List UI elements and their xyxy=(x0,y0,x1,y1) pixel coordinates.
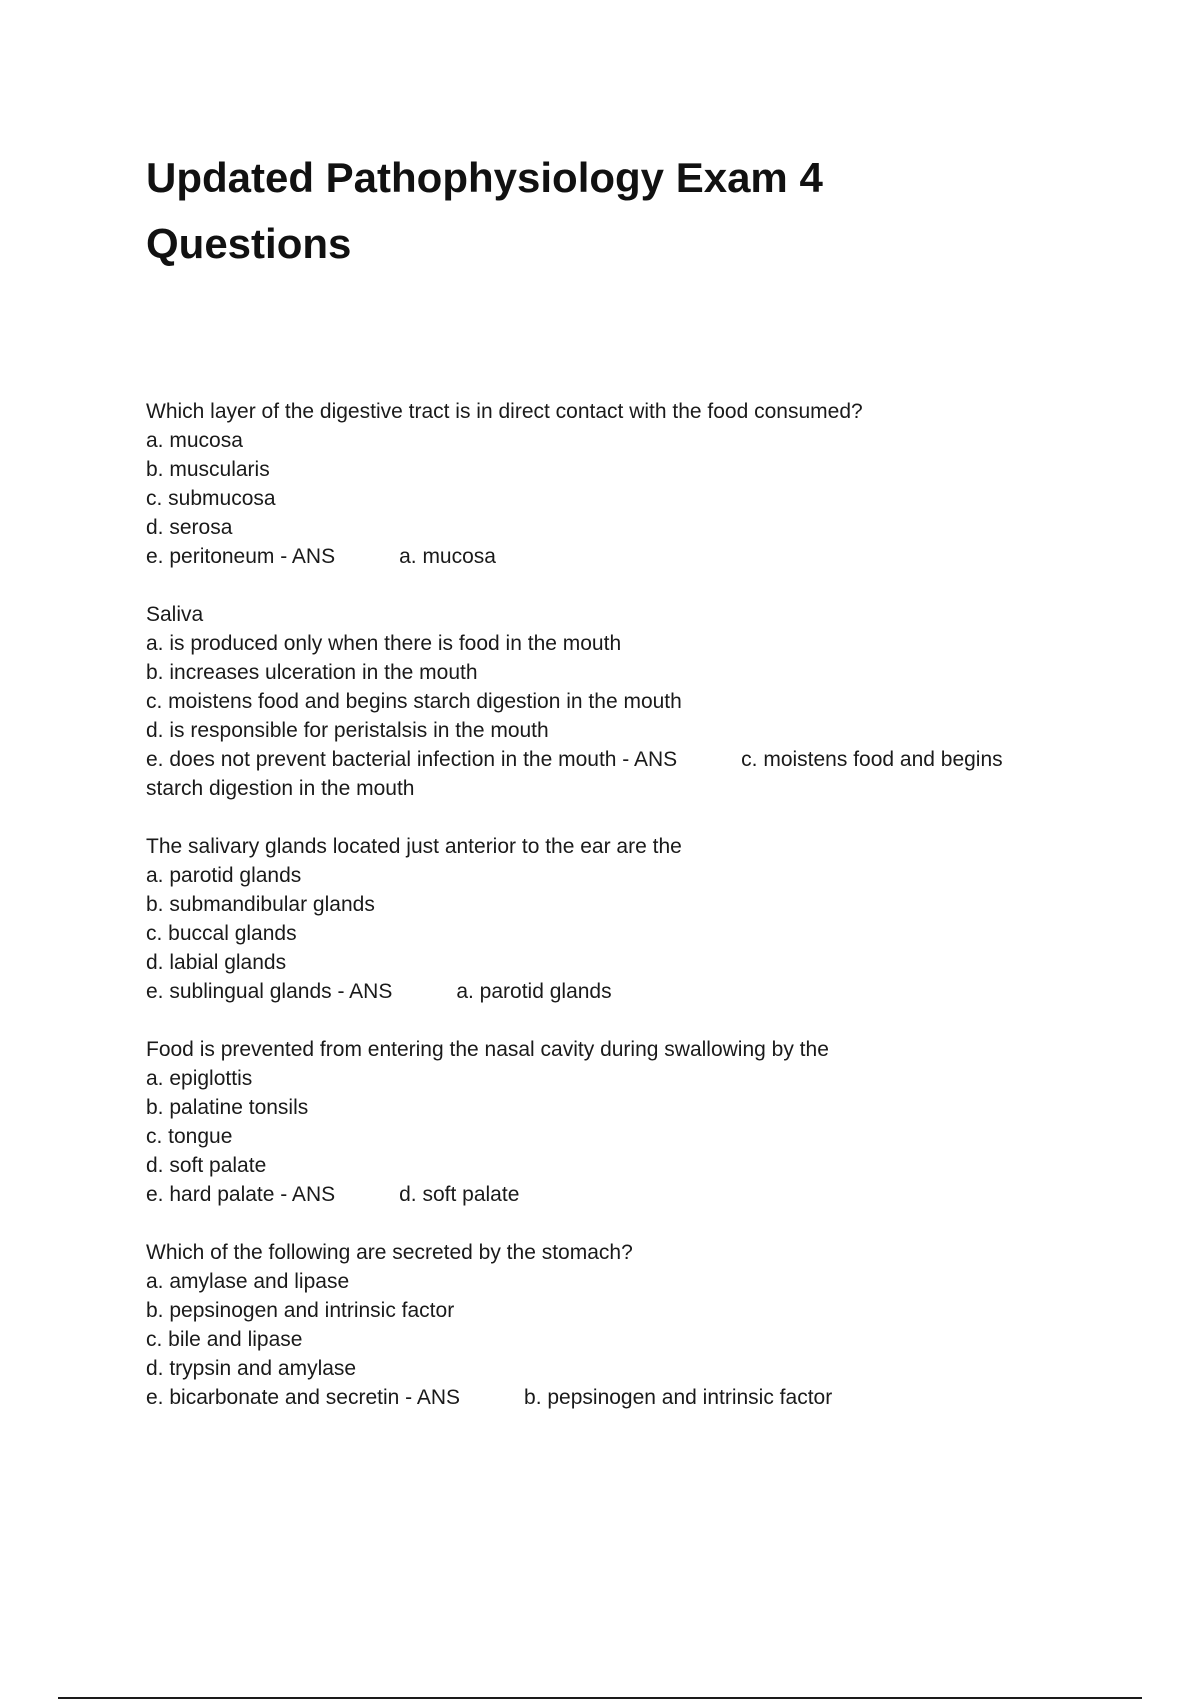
question-2 xyxy=(146,600,1086,803)
option-c: c. tongue xyxy=(146,1125,233,1148)
option-e-with-answer xyxy=(146,1180,1086,1209)
question-3 xyxy=(146,832,1086,1006)
option-b: b. muscularis xyxy=(146,458,270,481)
question-stem: Which of the following are secreted by the stomach? xyxy=(146,1241,633,1264)
option-b: b. increases ulceration in the mouth xyxy=(146,661,478,684)
option-c: c. buccal glands xyxy=(146,922,297,945)
option-a: a. epiglottis xyxy=(146,1067,253,1090)
option-a: a. parotid glands xyxy=(146,864,302,887)
option-c: c. moistens food and begins starch digestion in the mouth xyxy=(146,690,682,713)
option-e: e. peritoneum - ANS xyxy=(146,545,336,568)
option-a: a. amylase and lipase xyxy=(146,1270,350,1293)
page-title xyxy=(146,145,1046,277)
option-e-with-answer xyxy=(146,977,1086,1006)
question-list xyxy=(146,397,1086,1441)
option-e: e. hard palate - ANS xyxy=(146,1183,336,1206)
option-d: d. is responsible for peristalsis in the mouth xyxy=(146,719,549,742)
option-d: d. soft palate xyxy=(146,1154,267,1177)
question-4 xyxy=(146,1035,1086,1209)
option-c: c. submucosa xyxy=(146,487,276,510)
option-a: a. is produced only when there is food in the mouth xyxy=(146,632,622,655)
answer: b. pepsinogen and intrinsic factor xyxy=(524,1386,833,1409)
answer: c. moistens food and begins xyxy=(741,748,1003,771)
option-d: d. labial glands xyxy=(146,951,287,974)
answer-continued: starch digestion in the mouth xyxy=(146,777,415,800)
answer: d. soft palate xyxy=(399,1183,520,1206)
option-e-with-answer xyxy=(146,1383,1086,1412)
page-title-line-2: Questions xyxy=(146,220,352,267)
question-5 xyxy=(146,1238,1086,1412)
option-e: e. bicarbonate and secretin - ANS xyxy=(146,1386,461,1409)
option-e: e. sublingual glands - ANS xyxy=(146,980,393,1003)
option-c: c. bile and lipase xyxy=(146,1328,303,1351)
question-1 xyxy=(146,397,1086,571)
option-b: b. pepsinogen and intrinsic factor xyxy=(146,1299,455,1322)
option-e: e. does not prevent bacterial infection in the mouth - ANS xyxy=(146,748,678,771)
footer-divider xyxy=(58,1697,1142,1699)
question-stem: Saliva xyxy=(146,603,204,626)
option-a: a. mucosa xyxy=(146,429,243,452)
option-e-with-answer xyxy=(146,542,1086,571)
answer: a. mucosa xyxy=(399,545,496,568)
page-title-line-1: Updated Pathophysiology Exam 4 xyxy=(146,154,823,201)
option-b: b. submandibular glands xyxy=(146,893,375,916)
option-d: d. serosa xyxy=(146,516,233,539)
option-b: b. palatine tonsils xyxy=(146,1096,309,1119)
option-d: d. trypsin and amylase xyxy=(146,1357,357,1380)
question-stem: The salivary glands located just anterior to the ear are the xyxy=(146,835,682,858)
question-stem: Food is prevented from entering the nasal cavity during swallowing by the xyxy=(146,1038,829,1061)
answer: a. parotid glands xyxy=(456,980,612,1003)
question-stem: Which layer of the digestive tract is in direct contact with the food consumed? xyxy=(146,400,863,423)
option-e-with-answer xyxy=(146,745,1086,774)
